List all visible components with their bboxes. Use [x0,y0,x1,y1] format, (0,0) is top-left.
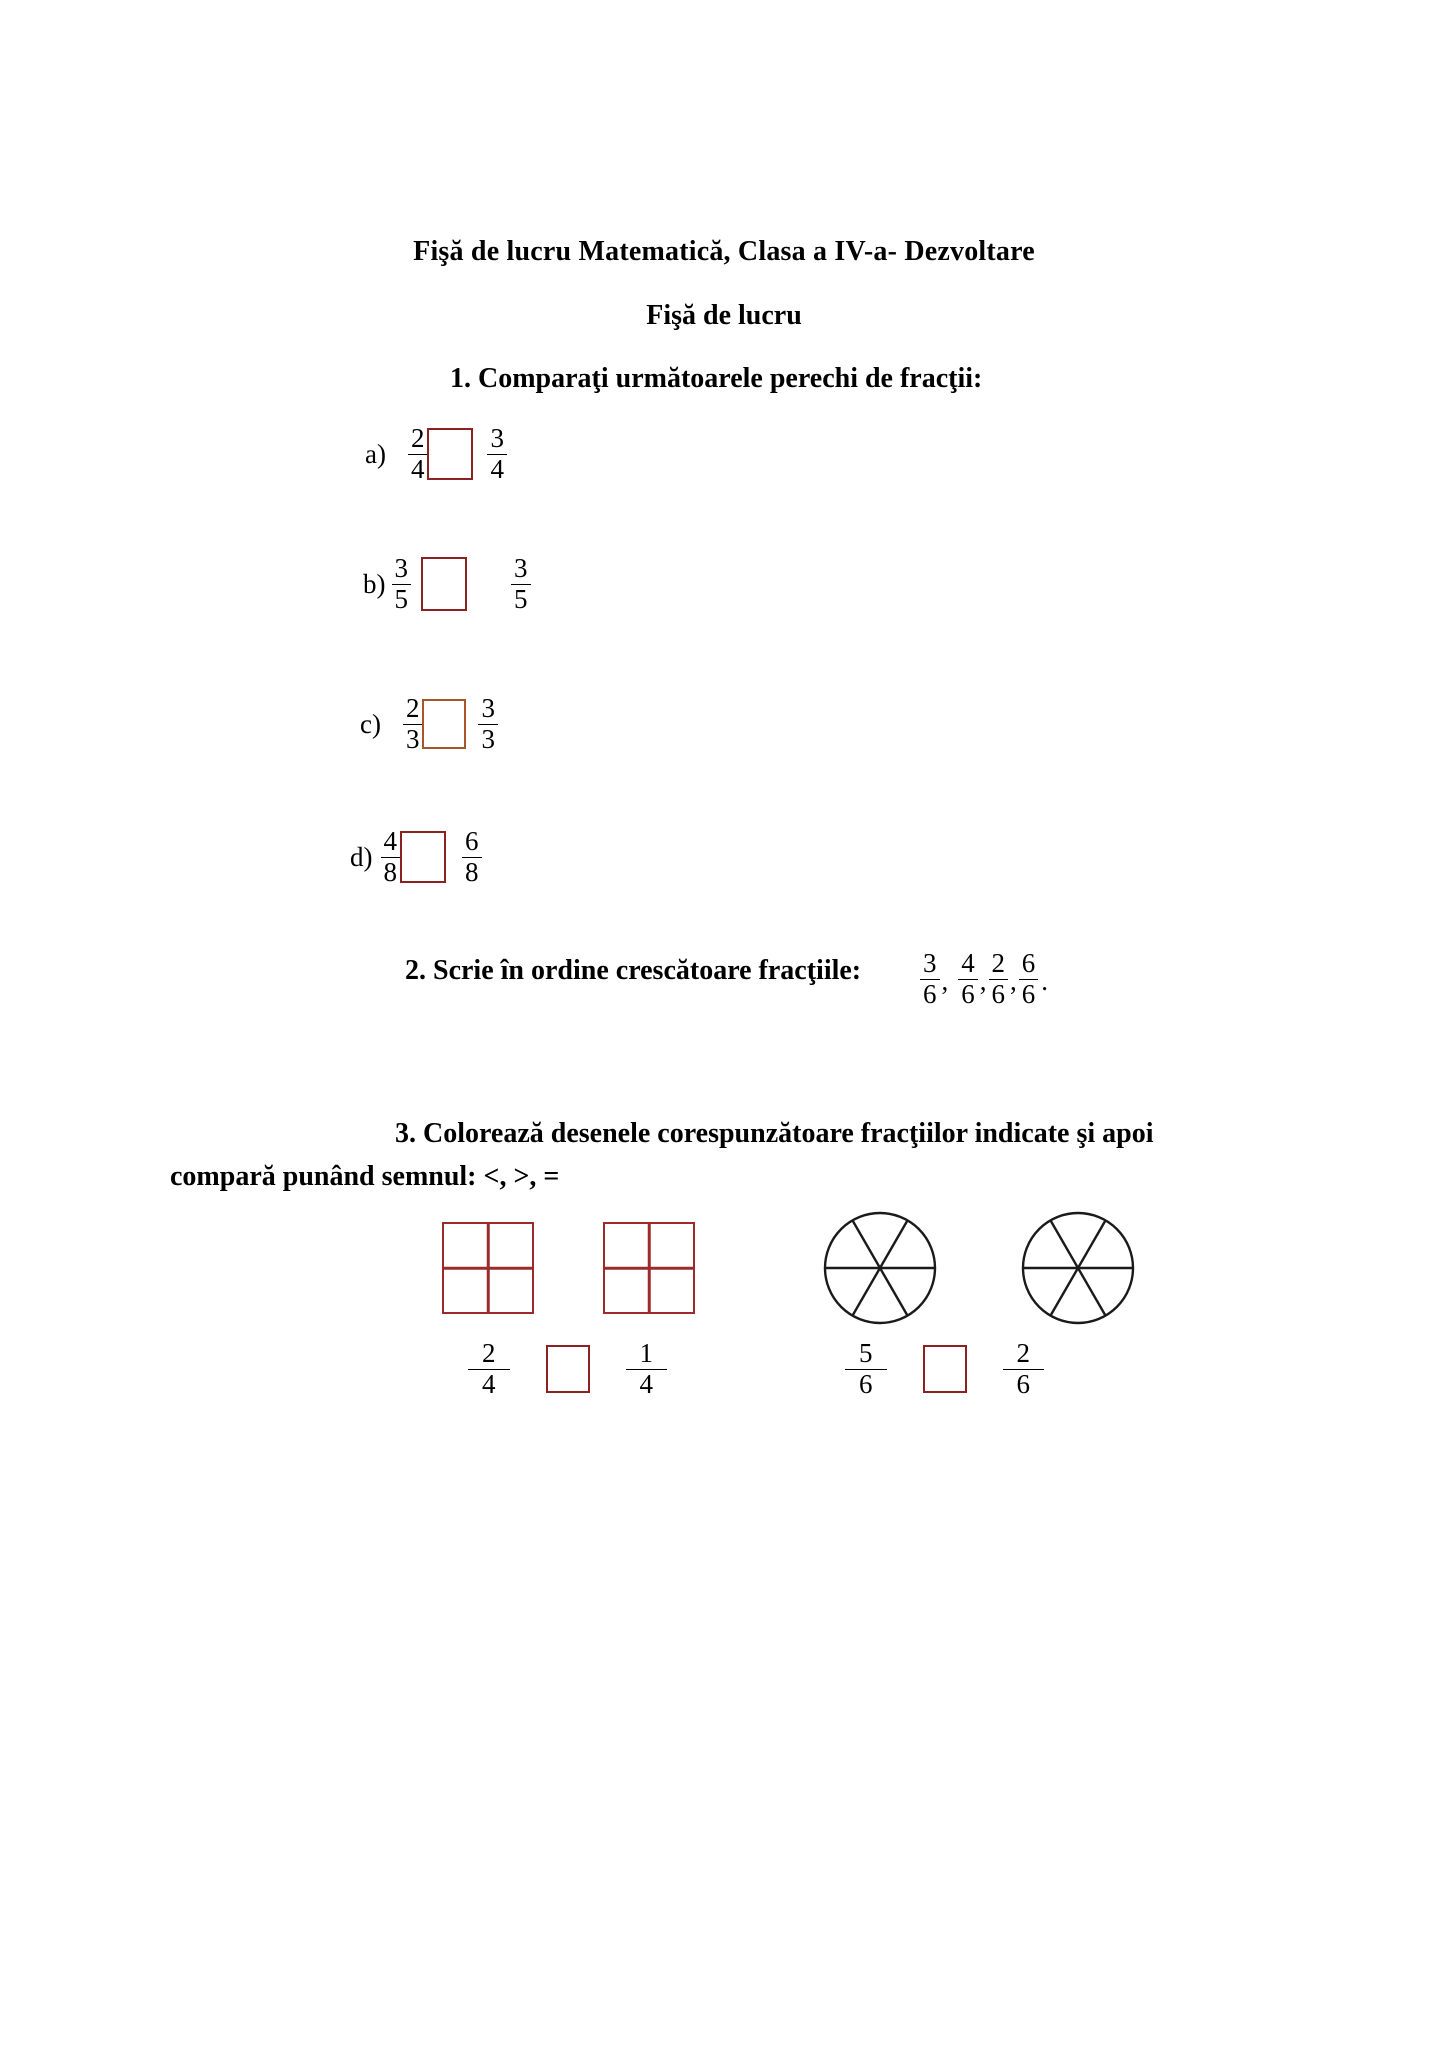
numerator: 3 [487,425,507,455]
numerator: 3 [920,950,940,980]
denominator: 3 [405,723,420,754]
denominator: 4 [410,453,425,484]
exercise-1-item-a [365,425,507,483]
denominator: 6 [961,978,975,1009]
denominator: 5 [394,583,408,614]
circle-sectors-shape-2[interactable] [1020,1210,1136,1326]
comparison-answer-box-1[interactable] [546,1345,590,1393]
denominator: 4 [639,1368,653,1399]
numerator: 4 [381,828,401,858]
denominator: 8 [465,856,479,887]
numerator: 5 [845,1340,887,1370]
square-grid-shape-2[interactable] [603,1222,695,1314]
numerator: 3 [511,555,531,585]
exercise-3-comparison-1 [468,1340,667,1398]
fraction-right-2 [1003,1340,1045,1398]
square-grid-shape-1[interactable] [442,1222,534,1314]
comparison-answer-box-b[interactable] [421,557,467,611]
numerator: 3 [392,555,412,585]
numerator: 6 [1019,950,1039,980]
exercise-3-comparison-2 [845,1340,1044,1398]
exercise-2-fraction-list [920,950,1048,1008]
fraction-right-c [478,695,498,753]
comparison-answer-box-c[interactable] [422,699,466,749]
denominator: 6 [1021,978,1036,1009]
numerator: 2 [989,950,1009,980]
comparison-answer-box-a[interactable] [427,428,473,480]
fraction-right-a [487,425,507,483]
numerator: 2 [1003,1340,1045,1370]
fraction-left-d [381,828,401,886]
denominator: 6 [923,978,937,1009]
item-letter-c: c) [360,708,381,739]
denominator: 8 [383,856,397,887]
fraction-right-b [511,555,531,613]
fraction-2 [958,950,978,1008]
exercise-3-heading [170,1112,1290,1199]
item-letter-b: b) [363,568,386,599]
exercise-1-item-d [350,828,482,886]
fraction-left-1 [468,1340,510,1398]
fraction-left-2 [845,1340,887,1398]
numerator: 6 [462,828,482,858]
exercise-3-heading-line-1: 3. Colorează desenele corespunzătoare fracţiilor indicate şi apoi [395,1118,1154,1149]
list-separator: , [1010,965,1017,996]
fraction-4 [1019,950,1039,1008]
denominator: 4 [490,453,504,484]
fraction-left-a [408,425,428,483]
denominator: 6 [859,1368,873,1399]
comparison-answer-box-2[interactable] [923,1345,967,1393]
list-separator: , [979,965,987,996]
exercise-1-item-b [363,555,531,613]
page-subtitle: Fişă de lucru [646,300,802,331]
fraction-3 [989,950,1009,1008]
exercise-1-heading: 1. Comparaţi următoarele perechi de fracţii: [450,363,983,394]
item-letter-d: d) [350,841,373,872]
list-terminator: . [1041,965,1048,996]
list-separator: , [941,965,949,996]
denominator: 5 [514,583,528,614]
numerator: 4 [958,950,978,980]
numerator: 2 [408,425,428,455]
denominator: 3 [481,723,495,754]
numerator: 2 [403,695,423,725]
numerator: 1 [626,1340,668,1370]
page-title: Fişă de lucru Matematică, Clasa a IV-a- Dezvoltare [413,236,1035,267]
fraction-right-1 [626,1340,668,1398]
exercise-1-item-c [360,695,498,753]
comparison-answer-box-d[interactable] [400,831,446,883]
denominator: 6 [991,978,1005,1009]
fraction-1 [920,950,940,1008]
fraction-left-c [403,695,423,753]
numerator: 3 [478,695,498,725]
denominator: 6 [1016,1368,1030,1399]
fraction-left-b [392,555,412,613]
circle-sectors-shape-1[interactable] [822,1210,938,1326]
denominator: 4 [482,1368,496,1399]
exercise-3-shapes-row [0,1210,1448,1330]
exercise-2-heading: 2. Scrie în ordine crescătoare fracţiile: [405,955,862,986]
numerator: 2 [468,1340,510,1370]
exercise-3-heading-line-2: compară punând semnul: <, >, = [170,1161,560,1193]
item-letter-a: a) [365,438,386,469]
fraction-right-d [462,828,482,886]
